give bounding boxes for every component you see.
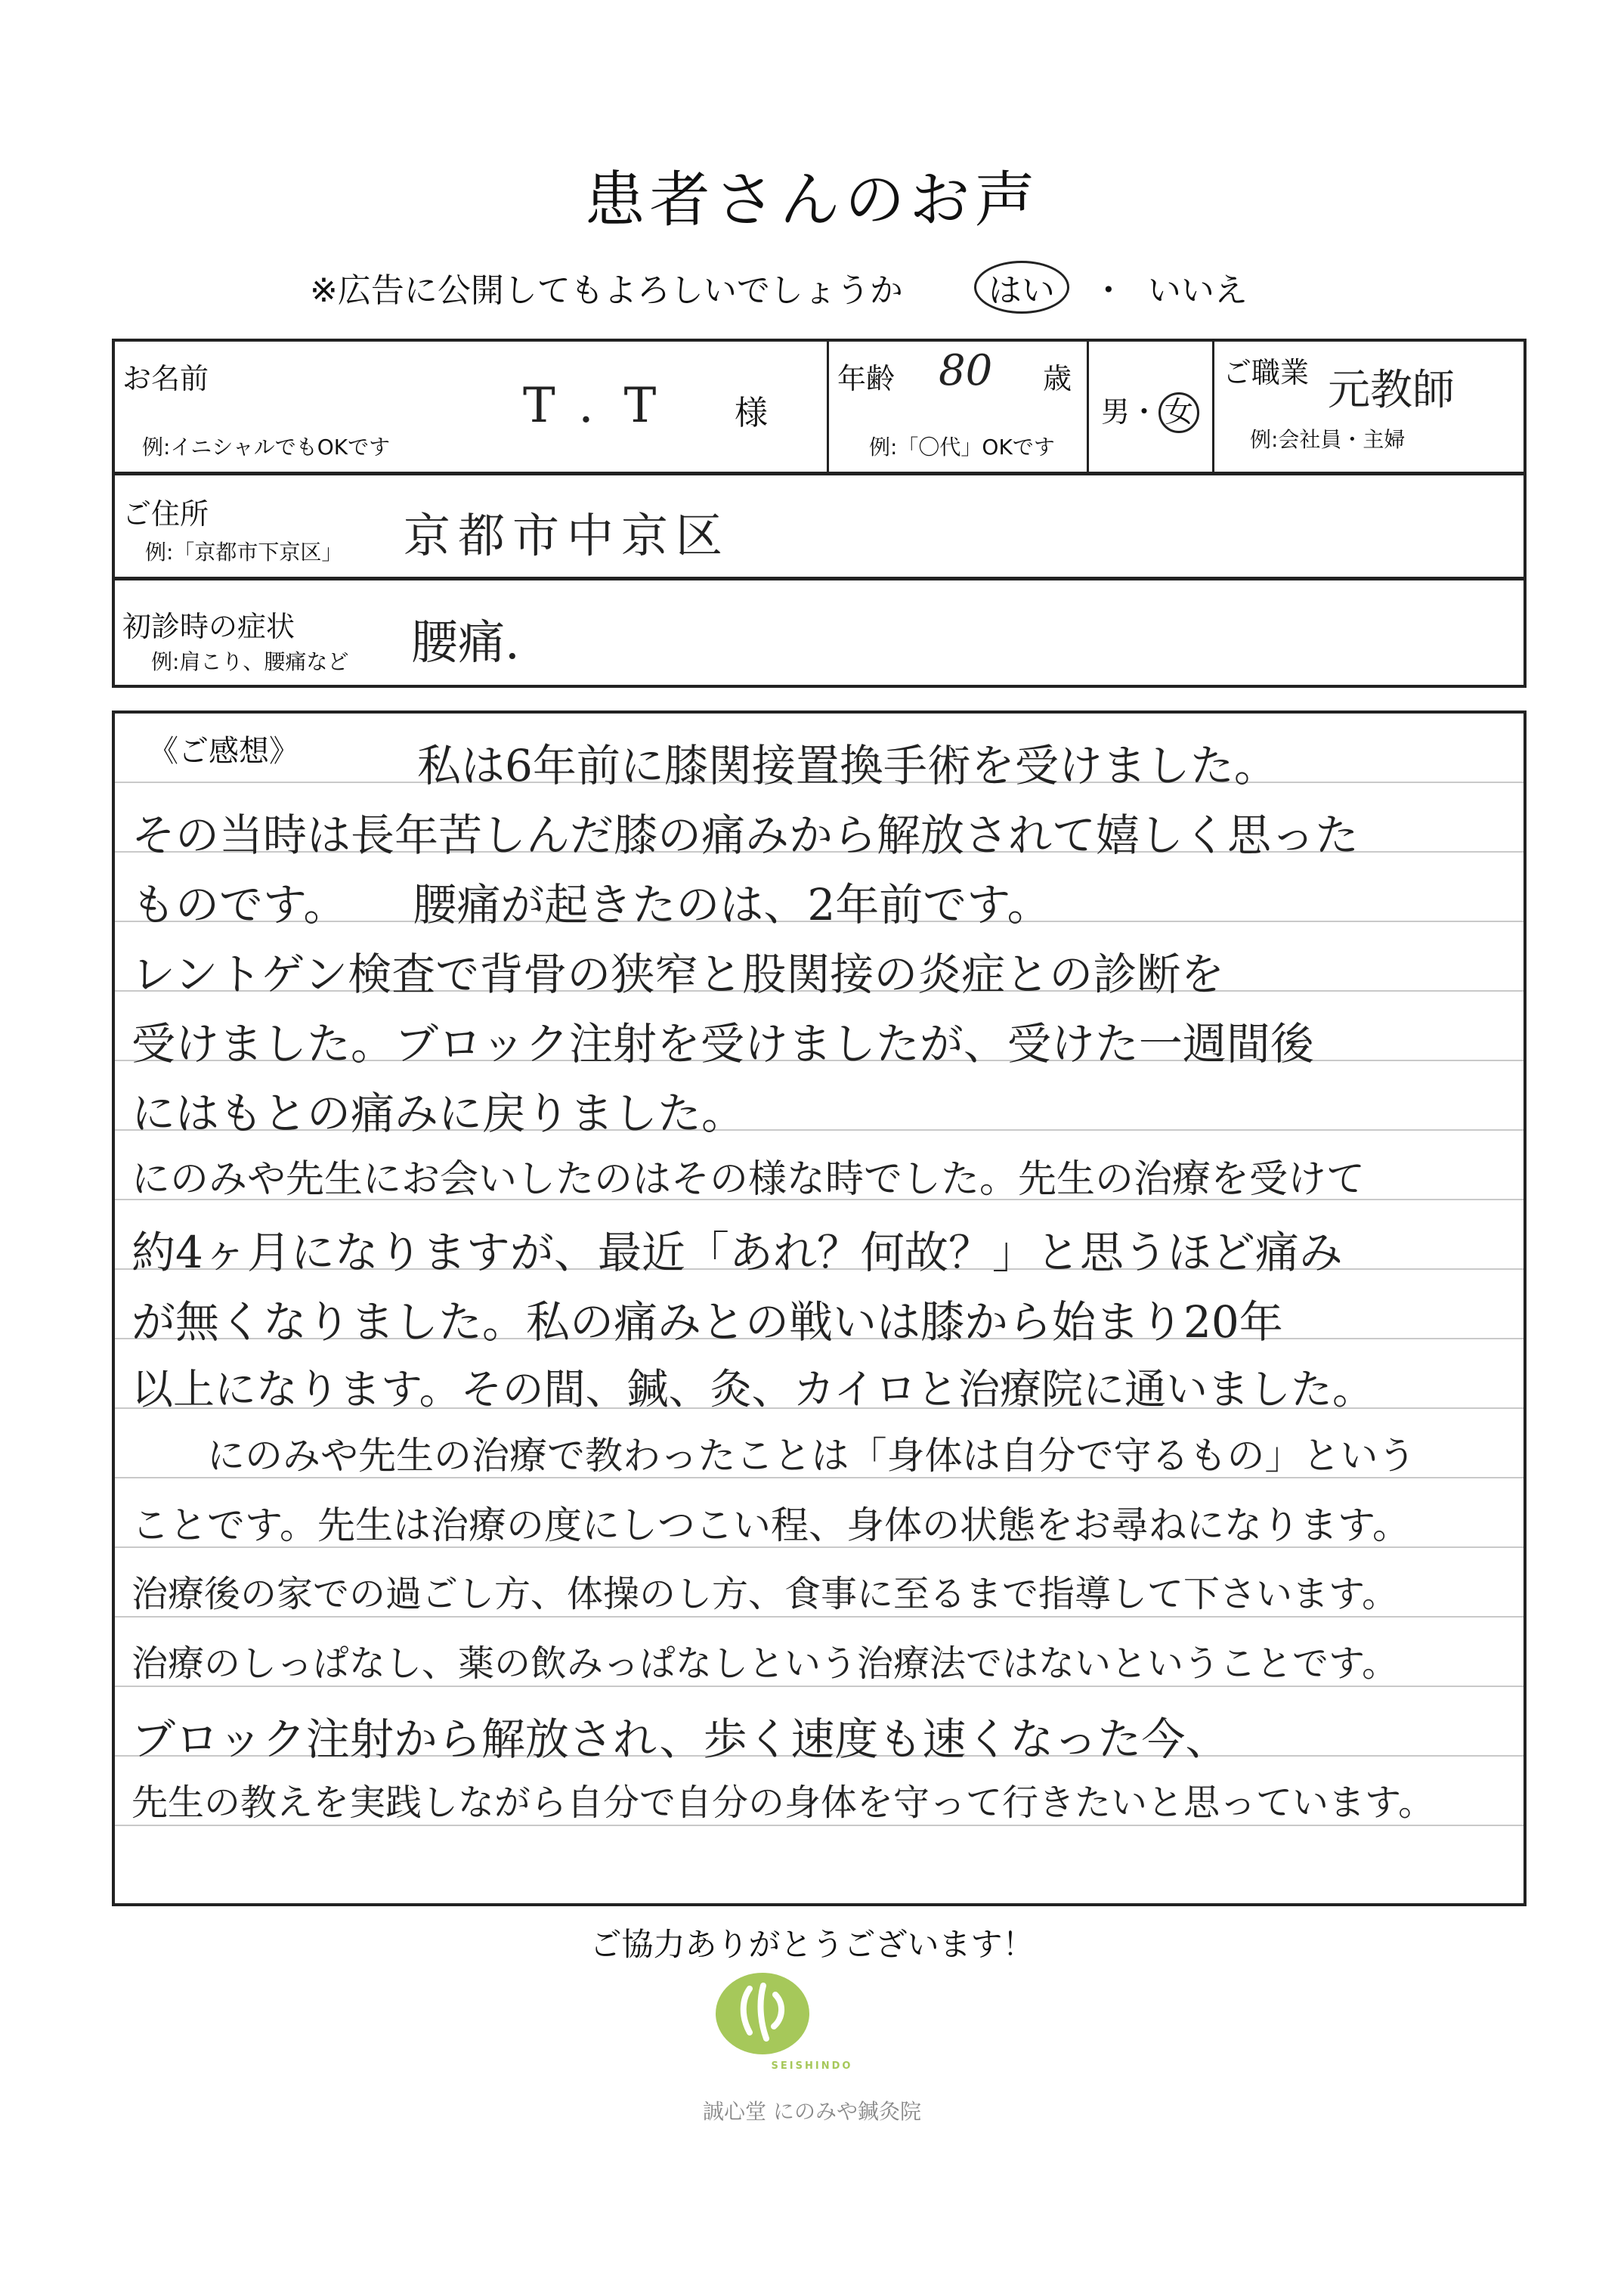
impression-line: にのみや先生の治療で教わったことは「身体は自分で守るもの」という <box>131 1434 1416 1478</box>
gender-female-circled: 女 <box>1158 392 1199 433</box>
impression-line: 治療後の家での過ごし方、体操のし方、食事に至るまで指導して下さいます。 <box>131 1573 1399 1615</box>
symptom-label: 初診時の症状 <box>122 610 295 643</box>
address-hint: 例:「京都市下京区」 <box>145 540 343 565</box>
divider <box>827 342 829 472</box>
logo-caption: SEISHINDO <box>771 2060 853 2072</box>
age-hint: 例:「〇代」OKです <box>869 435 1055 460</box>
impression-line: 受けました。ブロック注射を受けましたが、受けた一週間後 <box>131 1018 1314 1070</box>
impression-line: その当時は長年苦しんだ膝の痛みから解放されて嬉しく思った <box>131 810 1360 861</box>
symptom-value: 腰痛. <box>411 615 520 670</box>
consent-no: いいえ <box>1147 271 1248 310</box>
impression-line: 約4ヶ月になりますが、最近「あれ？何故？」と思うほど痛み <box>131 1227 1343 1278</box>
name-suffix: 様 <box>735 394 768 432</box>
divider <box>1087 342 1089 472</box>
clinic-name: 誠心堂 にのみや鍼灸院 <box>703 2099 921 2124</box>
occupation-label: ご職業 <box>1223 356 1310 389</box>
occupation-hint: 例:会社員・主婦 <box>1250 427 1406 452</box>
impression-line: 以上になります。その間、鍼、灸、カイロと治療院に通いました。 <box>131 1365 1374 1413</box>
address-value: 京都市中京区 <box>404 508 731 563</box>
impression-line: ブロック注射から解放され、歩く速度も速くなった今、 <box>131 1714 1230 1765</box>
impression-line: にのみや先生にお会いしたのはその様な時でした。先生の治療を受けて <box>131 1157 1366 1202</box>
impressions-heading: 《ご感想》 <box>148 734 299 769</box>
gender-male: 男 <box>1101 395 1131 429</box>
impression-line: にはもとの痛みに戻りました。 <box>131 1088 746 1139</box>
symptom-hint: 例:肩こり、腰痛など <box>151 649 349 674</box>
impression-line: が無くなりました。私の痛みとの戦いは膝から始まり20年 <box>131 1296 1283 1348</box>
gender-field <box>1101 389 1199 433</box>
consent-separator: ・ <box>1091 271 1125 310</box>
info-row-address <box>112 472 1527 580</box>
clinic-logo-icon <box>713 1969 812 2058</box>
impression-line: 私は6年前に膝関接置換手術を受けました。 <box>417 740 1278 791</box>
address-label: ご住所 <box>122 497 209 531</box>
thanks-message: ご協力ありがとうございます！ <box>589 1926 1035 1963</box>
page-title: 患者さんのお声 <box>584 165 1040 235</box>
divider <box>1212 342 1214 472</box>
consent-question: ※広告に公開してもよろしいでしょうか <box>310 271 903 310</box>
impression-line: 先生の教えを実践しながら自分で自分の身体を守って行きたいと思っています。 <box>131 1782 1435 1824</box>
name-hint: 例:イニシャルでもOKです <box>142 435 391 460</box>
name-label: お名前 <box>122 362 209 395</box>
impression-line: ことです。先生は治療の度にしつこい程、身体の状態をお尋ねになります。 <box>131 1503 1410 1547</box>
occupation-value: 元教師 <box>1328 366 1455 415</box>
impression-line: レントゲン検査で背骨の狭窄と股関接の炎症との診断を <box>131 949 1225 1000</box>
consent-yes-circled: はい <box>974 261 1069 314</box>
age-label: 年齢 <box>837 362 896 395</box>
gender-dot: ・ <box>1130 395 1159 429</box>
impression-line: ものです。 腰痛が起きたのは、2年前です。 <box>131 879 1051 930</box>
age-value: 80 <box>939 346 993 395</box>
consent-question-row <box>310 261 1248 314</box>
info-row-symptom <box>112 577 1527 688</box>
impression-line: 治療のしっぱなし、薬の飲みっぱなしという治療法ではないということです。 <box>131 1642 1399 1685</box>
impressions-box <box>112 710 1527 1906</box>
info-row-name <box>112 339 1527 475</box>
age-unit: 歳 <box>1043 362 1072 395</box>
name-value: T.T <box>523 378 687 434</box>
